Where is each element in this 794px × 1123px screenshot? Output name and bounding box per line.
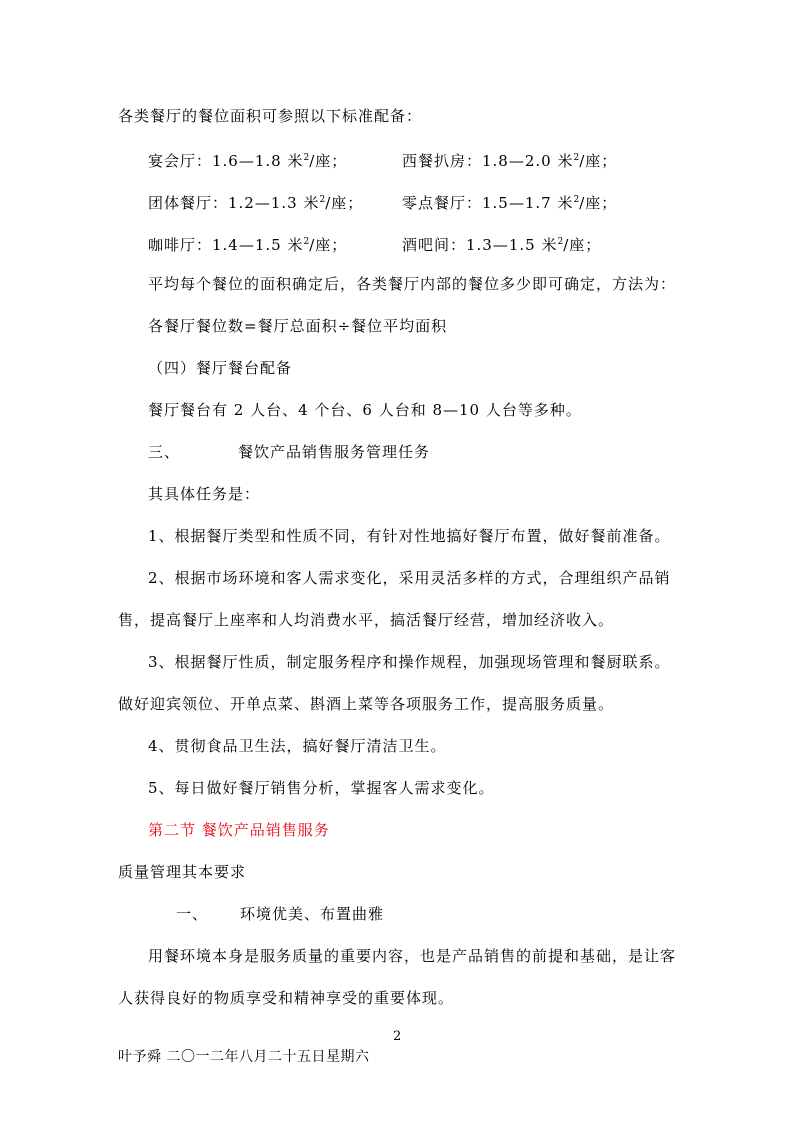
- task-3-line-1: 3、根据餐厅性质，制定服务程序和操作规程，加强现场管理和餐厨联系。: [148, 653, 671, 671]
- task-2-line-2: 售，提高餐厅上座率和人均消费水平，搞活餐厅经营，增加经济收入。: [118, 611, 615, 629]
- area-bar: 酒吧间：1.3—1.5 米$^2$/座；: [402, 236, 602, 254]
- heading-one: [176, 904, 384, 924]
- area-cafe: 咖啡厅：1.4—1.5 米$^2$/座；: [148, 236, 348, 254]
- heading-one-number: 一、: [176, 905, 209, 923]
- paragraph-tasks-intro: 其具体任务是：: [148, 485, 261, 503]
- area-western-grill: 西餐扒房：1.8—2.0 米$^2$/座；: [402, 152, 618, 170]
- intro-text: 各类餐厅的餐位面积可参照以下标准配备：: [118, 107, 423, 125]
- area-group: 团体餐厅：1.2—1.3 米$^2$/座；: [148, 194, 364, 212]
- heading-four: （四）餐厅餐台配备: [148, 359, 293, 377]
- task-5: 5、每日做好餐厅销售分析，掌握客人需求变化。: [148, 779, 495, 797]
- heading-one-text: 环境优美、布置曲雅: [240, 905, 385, 923]
- task-4: 4、贯彻食品卫生法，搞好餐厅清洁卫生。: [148, 737, 447, 755]
- paragraph-environment-line-2: 人获得良好的物质享受和精神享受的重要体现。: [118, 989, 455, 1007]
- task-2-line-1: 2、根据市场环境和客人需求变化，采用灵活多样的方式，合理组织产品销: [148, 569, 671, 587]
- footer-author-date: 叶予舜 二〇一二年八月二十五日星期六: [118, 1049, 370, 1065]
- page-number: 2: [393, 1029, 402, 1044]
- paragraph-formula: 各餐厅餐位数=餐厅总面积÷餐位平均面积: [148, 317, 448, 335]
- heading-three-number: 三、: [148, 443, 181, 461]
- paragraph-tables: 餐厅餐台有 2 人台、4 个台、6 人台和 8—10 人台等多种。: [148, 401, 582, 419]
- area-a-la-carte: 零点餐厅：1.5—1.7 米$^2$/座；: [402, 194, 618, 212]
- task-3-line-2: 做好迎宾领位、开单点菜、斟酒上菜等各项服务工作，提高服务质量。: [118, 695, 615, 713]
- area-banquet: 宴会厅：1.6—1.8 米$^2$/座；: [148, 152, 348, 170]
- section-title: 第二节 餐饮产品销售服务: [148, 821, 330, 839]
- heading-quality: 质量管理其本要求: [118, 863, 247, 881]
- paragraph-average: 平均每个餐位的面积确定后，各类餐厅内部的餐位多少即可确定，方法为：: [148, 275, 677, 293]
- paragraph-environment-line-1: 用餐环境本身是服务质量的重要内容，也是产品销售的前提和基础，是让客: [148, 947, 677, 965]
- heading-three: [148, 442, 430, 462]
- heading-three-text: 餐饮产品销售服务管理任务: [238, 443, 431, 461]
- task-1: 1、根据餐厅类型和性质不同，有针对性地搞好餐厅布置，做好餐前准备。: [148, 527, 671, 545]
